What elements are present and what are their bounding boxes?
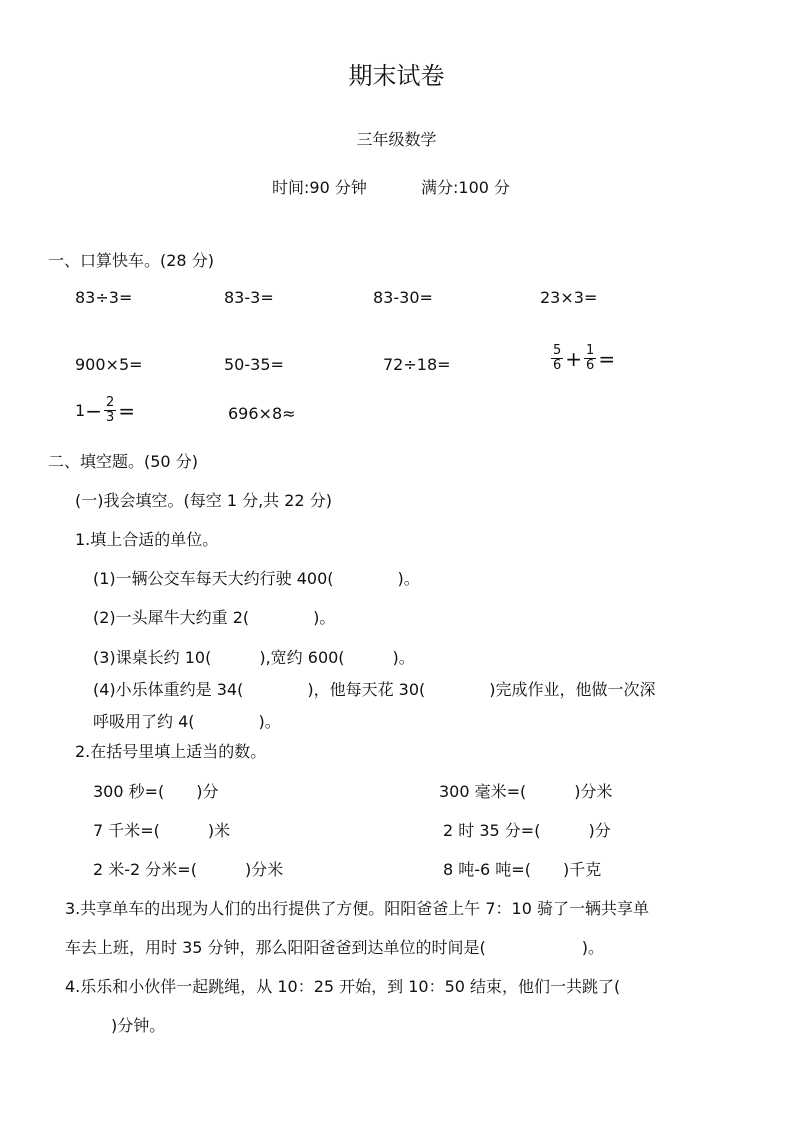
page-title: 期末试卷	[348, 62, 445, 90]
q1-item: (1)一辆公交车每天大约行驶 400( )。	[93, 569, 420, 588]
page-subtitle: 三年级数学	[356, 130, 437, 149]
q2-item: 2 米-2 分米=( )分米	[93, 860, 284, 879]
fraction	[551, 344, 563, 373]
q2-item: 300 毫米=( )分米	[439, 782, 613, 801]
q3-line: 车去上班，用时 35 分钟，那么阳阳爸爸到达单位的时间是( )。	[65, 938, 605, 957]
calc-item: 72÷18=	[383, 355, 451, 374]
q1-item: (4)小乐体重约是 34( )，他每天花 30( )完成作业，他做一次深	[93, 680, 656, 699]
numerator: 2	[105, 395, 115, 410]
calc-item: 83-3=	[224, 288, 274, 307]
numerator: 5	[553, 343, 562, 358]
calc-item: 50-35=	[224, 355, 284, 374]
calc-item: 83-30=	[373, 288, 433, 307]
fraction	[584, 344, 596, 373]
fraction	[104, 396, 116, 425]
denominator: 3	[105, 410, 115, 425]
denominator: 6	[586, 358, 595, 373]
q2-item: 2 时 35 分=( )分	[443, 821, 611, 840]
calc-item: 23×3=	[540, 288, 598, 307]
q2-item: 7 千米=( )米	[93, 821, 231, 840]
q1-item: (2)一头犀牛大约重 2( )。	[93, 608, 336, 627]
section1-heading: 一、口算快车。(28 分)	[48, 251, 214, 270]
q1-item-continued: 呼吸用了约 4( )。	[93, 712, 281, 731]
q3-line: 3.共享单车的出现为人们的出行提供了方便。阳阳爸爸上午 7：10 骑了一辆共享单	[65, 899, 649, 918]
q2-item: 300 秒=( )分	[93, 782, 219, 801]
fraction-sub-item	[75, 396, 135, 425]
q2-item: 8 吨-6 吨=( )千克	[443, 860, 602, 879]
plus-sign: +	[565, 346, 583, 371]
part1-heading: (一)我会填空。(每空 1 分,共 22 分)	[75, 491, 332, 510]
q2-title: 2.在括号里填上适当的数。	[75, 742, 267, 761]
q4-line: )分钟。	[111, 1016, 166, 1035]
exam-time: 时间:90 分钟	[272, 178, 367, 197]
whole-one: 1	[75, 401, 86, 420]
numerator: 1	[586, 343, 595, 358]
minus-sign: −	[85, 398, 102, 423]
q1-item: (3)课桌长约 10( ),宽约 600( )。	[93, 648, 415, 667]
q1-title: 1.填上合适的单位。	[75, 530, 219, 549]
equals-sign: =	[118, 398, 135, 423]
exam-score: 满分:100 分	[421, 178, 511, 197]
q4-line: 4.乐乐和小伙伴一起跳绳，从 10：25 开始，到 10：50 结束，他们一共跳了(	[65, 977, 621, 996]
calc-item: 900×5=	[75, 355, 143, 374]
equals-sign: =	[598, 346, 616, 371]
calc-item: 83÷3=	[75, 288, 133, 307]
estimate-item: 696×8≈	[228, 404, 296, 423]
denominator: 6	[553, 358, 562, 373]
section2-heading: 二、填空题。(50 分)	[48, 452, 198, 471]
fraction-sum-item	[549, 344, 615, 373]
